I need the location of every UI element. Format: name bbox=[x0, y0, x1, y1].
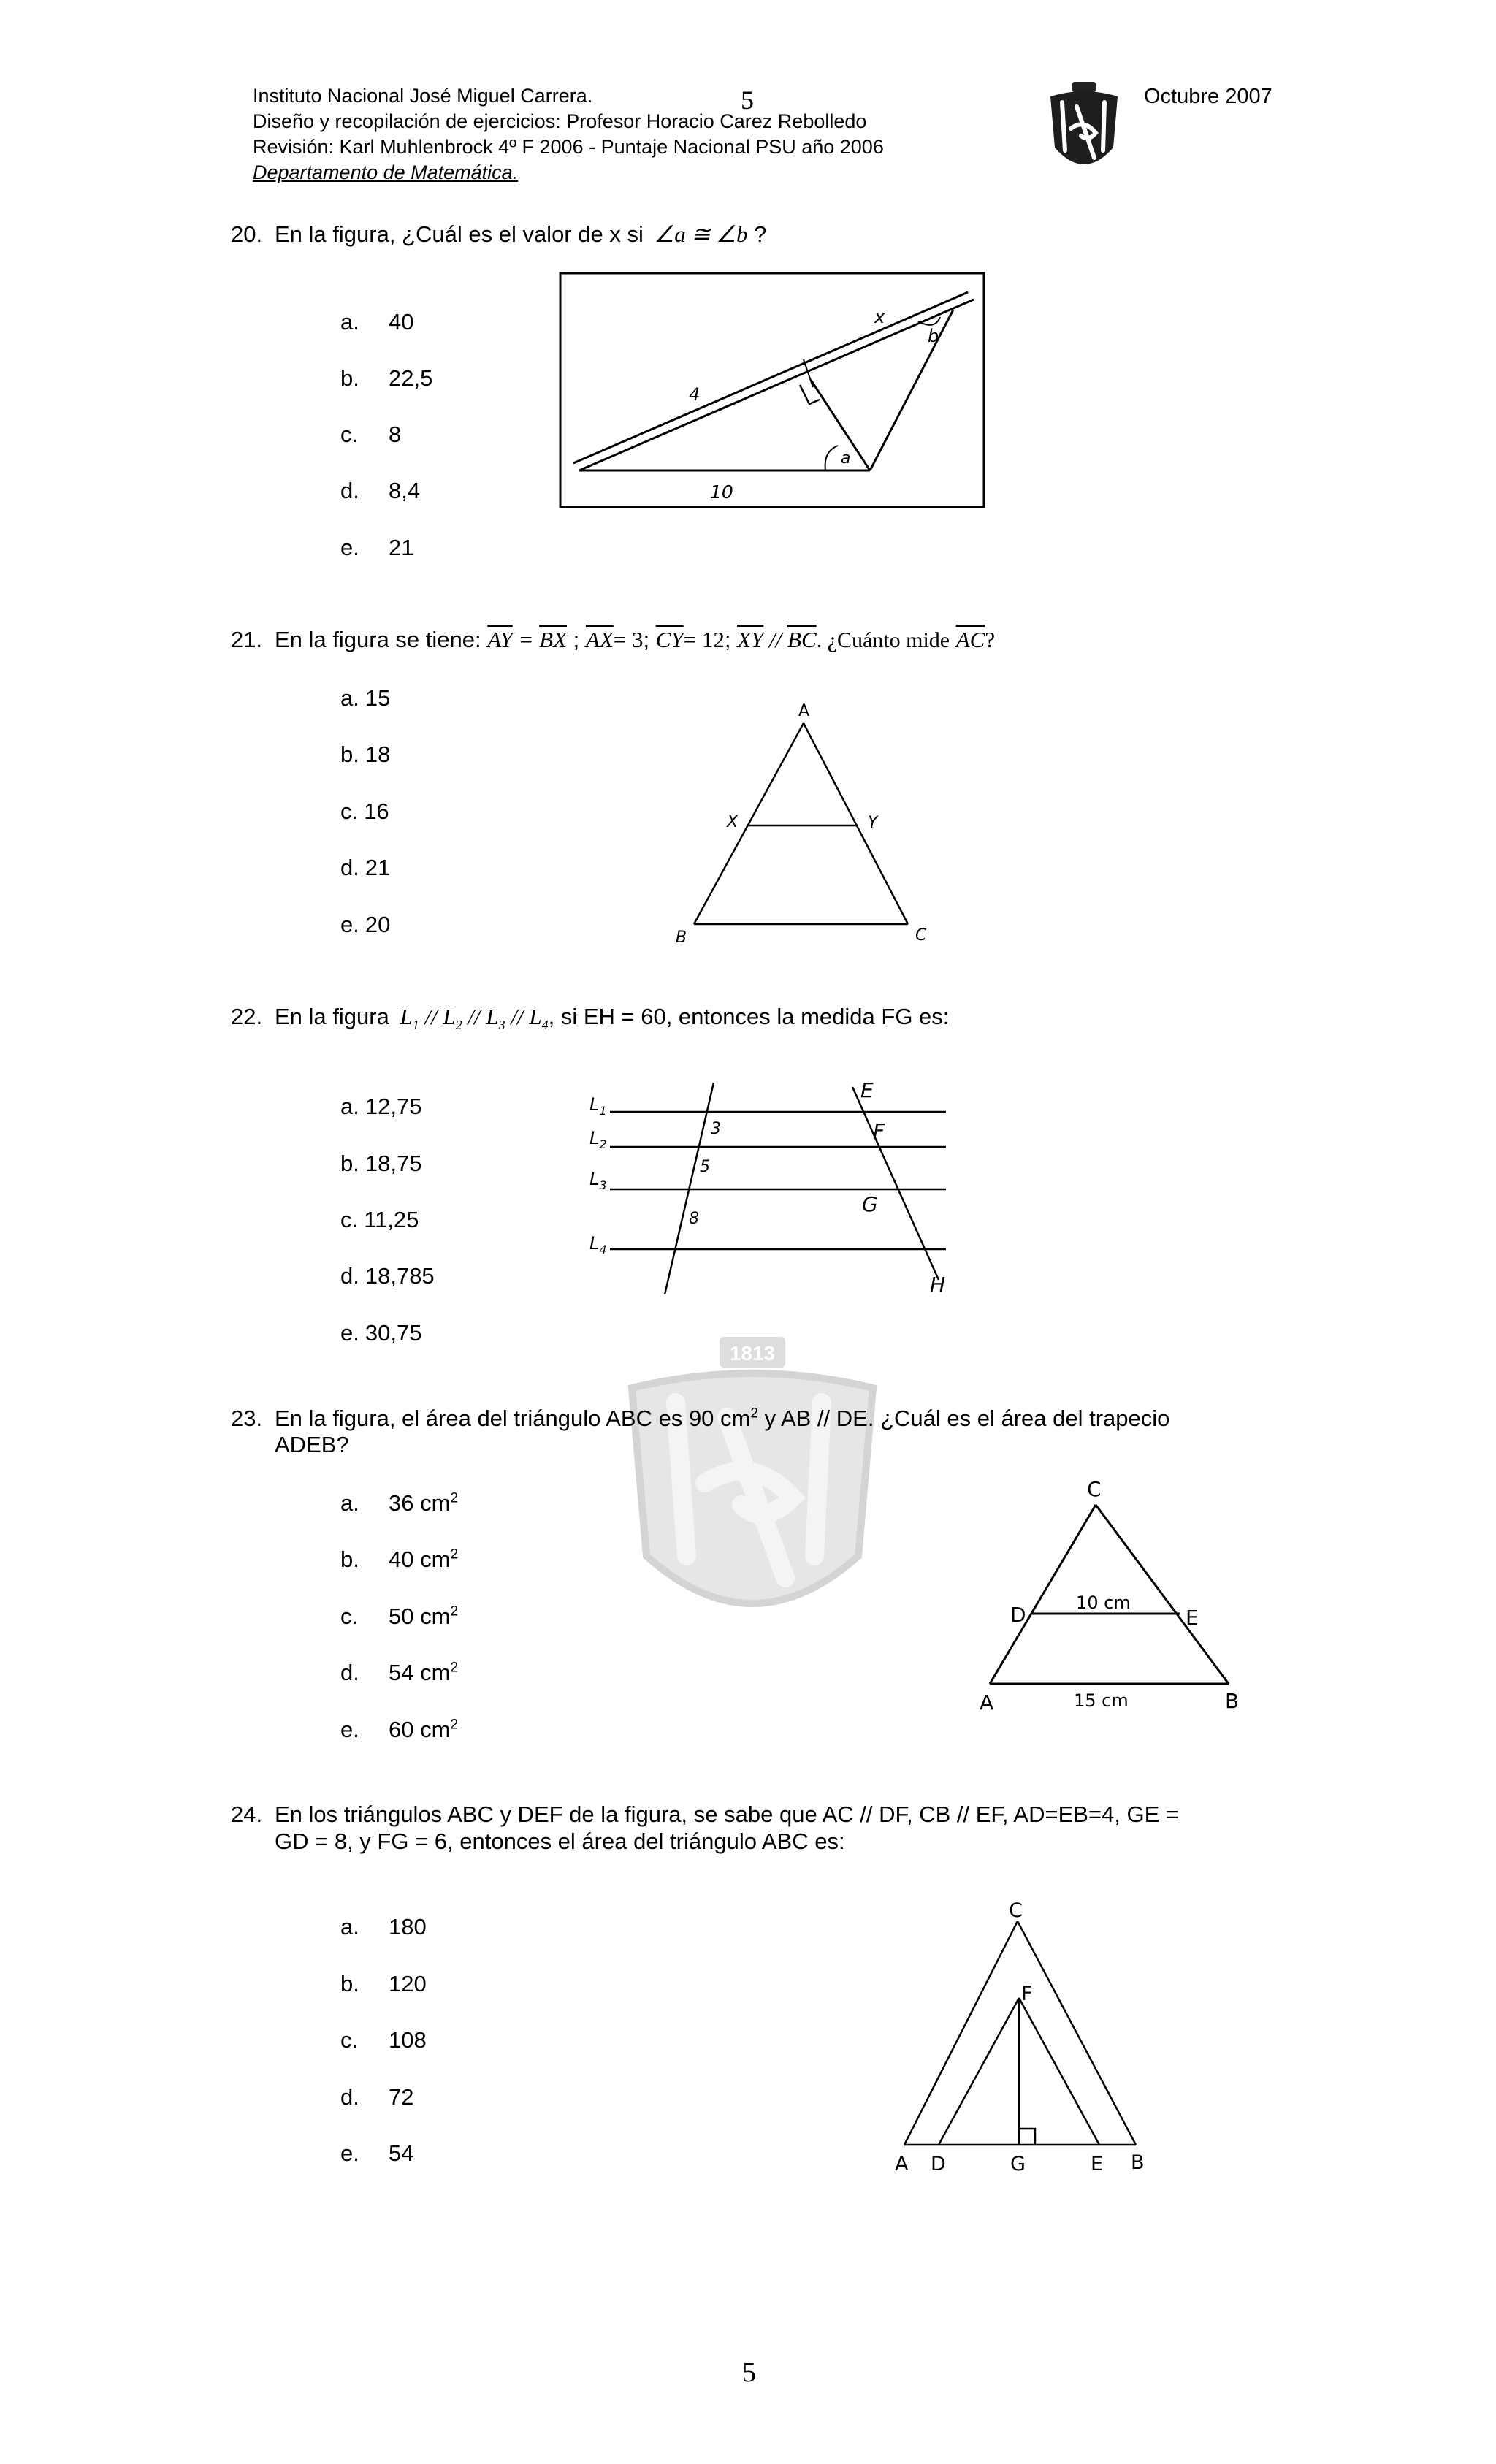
q20-option-d[interactable]: d. 8,4 bbox=[340, 478, 421, 503]
q20-option-a[interactable]: a. 40 bbox=[340, 309, 414, 335]
q20-figure bbox=[559, 272, 986, 509]
q23-label-D: D bbox=[1010, 1603, 1026, 1627]
q23-figure bbox=[968, 1468, 1260, 1724]
q23-option-a[interactable]: a. 36 $cm^2$ bbox=[340, 1490, 459, 1516]
q20-label-b: b bbox=[928, 326, 939, 346]
q21-option-b[interactable]: b. 18 bbox=[340, 741, 391, 767]
q21-label-Y: Y bbox=[868, 814, 878, 832]
q22-label-8: 8 bbox=[689, 1210, 699, 1228]
question-21: 21. En la figura se tiene: $\overline{AY} = \overline{BX}$ ; $\overline{AX}= 3$; $\overline{CY}= 12$; $\overline{XY} // \overline{BC}$. ¿Cuánto mide $\overline{AC}$? bbox=[231, 627, 996, 652]
q22-label-L3: $L_3$ bbox=[589, 1169, 607, 1192]
q21-label-A: A bbox=[798, 702, 810, 720]
q21-label-X: X bbox=[727, 813, 739, 831]
header-department: Departamento de Matemática. bbox=[253, 161, 519, 183]
q22-label-L2: $L_2$ bbox=[589, 1128, 607, 1151]
q22-label-L4: $L_4$ bbox=[589, 1233, 607, 1256]
q24-option-e[interactable]: e. 54 bbox=[340, 2140, 414, 2166]
question-24-line2: GD = 8, y FG = 6, entonces el área del triángulo ABC es: bbox=[275, 1828, 845, 1854]
q23-option-c[interactable]: c. 50 $cm^2$ bbox=[340, 1603, 459, 1629]
q24-option-b[interactable]: b. 120 bbox=[340, 1971, 427, 1996]
q20-option-c[interactable]: c. 8 bbox=[340, 422, 402, 447]
q23-option-d[interactable]: d. 54 $cm^2$ bbox=[340, 1660, 459, 1685]
footer-page-number: 5 bbox=[742, 2357, 756, 2388]
q21-option-c[interactable]: c. 16 bbox=[340, 798, 389, 824]
q24-label-D: D bbox=[931, 2153, 946, 2175]
q22-label-F: F bbox=[873, 1119, 885, 1143]
q20-option-e[interactable]: e. 21 bbox=[340, 535, 414, 560]
header-date: Octubre 2007 bbox=[1144, 85, 1272, 108]
q20-label-a: a bbox=[841, 449, 851, 468]
school-logo bbox=[1046, 80, 1122, 177]
question-20 bbox=[231, 221, 766, 248]
q20-option-b[interactable]: b. 22,5 bbox=[340, 365, 433, 391]
q22-option-e[interactable]: e. 30,75 bbox=[340, 1320, 422, 1346]
header-author: Diseño y recopilación de ejercicios: Profesor Horacio Carez Rebolledo bbox=[253, 110, 867, 132]
header-revision: Revisión: Karl Muhlenbrock 4º F 2006 - Puntaje Nacional PSU año 2006 bbox=[253, 136, 884, 158]
q20-label-x: x bbox=[874, 307, 885, 327]
q24-option-c[interactable]: c. 108 bbox=[340, 2027, 427, 2053]
q23-option-e[interactable]: e. 60 $cm^2$ bbox=[340, 1717, 459, 1742]
q22-label-H: H bbox=[930, 1273, 946, 1297]
q23-label-de: 10 cm bbox=[1076, 1593, 1131, 1613]
q23-option-b[interactable]: b. 40 $cm^2$ bbox=[340, 1546, 459, 1572]
question-23: 23. En la figura, el área del triángulo ABC es 90 $cm^2$ y AB // DE. ¿Cuál es el área del trapecio bbox=[231, 1405, 1170, 1431]
question-text: En la figura, ¿Cuál es el valor de x si bbox=[275, 221, 644, 247]
q22-figure bbox=[581, 1074, 961, 1300]
q22-label-G: G bbox=[862, 1192, 878, 1216]
q22-option-d[interactable]: d. 18,785 bbox=[340, 1263, 435, 1289]
question-text: En la figura se tiene: bbox=[275, 627, 481, 652]
q22-label-3: 3 bbox=[711, 1120, 721, 1138]
question-tail: , si EH = 60, entonces la medida FG es: bbox=[548, 1004, 950, 1029]
question-number: 20. bbox=[231, 221, 263, 247]
q24-label-C: C bbox=[1009, 1899, 1023, 1922]
q24-figure bbox=[880, 1892, 1172, 2184]
q24-label-F: F bbox=[1021, 1983, 1033, 2005]
q23-label-A: A bbox=[980, 1690, 994, 1714]
question-number: 21. bbox=[231, 627, 263, 652]
question-22: 22. En la figura $L_1 // L_2 // L_3 // L_4$, si EH = 60, entonces la medida FG es: bbox=[231, 1004, 950, 1033]
q24-option-d[interactable]: d. 72 bbox=[340, 2084, 414, 2110]
q23-label-E: E bbox=[1186, 1606, 1199, 1630]
q24-label-A: A bbox=[895, 2153, 909, 2175]
question-24: 24. En los triángulos ABC y DEF de la figura, se sabe que AC // DF, CB // EF, AD=EB=4, GE = bbox=[231, 1801, 1180, 1827]
q21-label-C: C bbox=[915, 926, 927, 942]
q21-option-e[interactable]: e. 20 bbox=[340, 912, 391, 937]
q24-label-G: G bbox=[1010, 2153, 1026, 2175]
question-23-line2: ADEB? bbox=[275, 1432, 349, 1457]
question-number: 23. bbox=[231, 1405, 263, 1431]
q23-label-C: C bbox=[1087, 1477, 1102, 1501]
q21-label-B: B bbox=[676, 928, 687, 942]
q22-option-c[interactable]: c. 11,25 bbox=[340, 1207, 419, 1232]
q22-label-L1: $L_1$ bbox=[589, 1094, 607, 1118]
question-math: ∠a ≅ ∠b bbox=[654, 221, 748, 247]
q24-label-E: E bbox=[1091, 2153, 1104, 2175]
q22-option-a[interactable]: a. 12,75 bbox=[340, 1094, 422, 1119]
q22-option-b[interactable]: b. 18,75 bbox=[340, 1151, 422, 1176]
q23-label-ab: 15 cm bbox=[1074, 1690, 1129, 1711]
question-text: En la figura bbox=[275, 1004, 389, 1029]
question-number: 24. bbox=[231, 1801, 263, 1827]
q24-label-B: B bbox=[1131, 2151, 1145, 2174]
q24-option-a[interactable]: a. 180 bbox=[340, 1914, 427, 1939]
watermark-logo bbox=[617, 1337, 888, 1644]
q21-option-d[interactable]: d. 21 bbox=[340, 855, 391, 880]
watermark-year: 1813 bbox=[729, 1342, 776, 1365]
q21-figure bbox=[661, 694, 939, 942]
q23-label-B: B bbox=[1225, 1689, 1240, 1713]
question-number: 22. bbox=[231, 1004, 263, 1029]
question-end: ? bbox=[754, 221, 767, 247]
q20-label-10: 10 bbox=[710, 481, 733, 503]
header-page-number: 5 bbox=[741, 85, 754, 115]
q22-label-5: 5 bbox=[700, 1158, 710, 1176]
q22-label-E: E bbox=[860, 1078, 874, 1102]
q20-label-4: 4 bbox=[689, 384, 701, 405]
q21-option-a[interactable]: a. 15 bbox=[340, 685, 391, 711]
header-institution: Instituto Nacional José Miguel Carrera. bbox=[253, 85, 593, 107]
